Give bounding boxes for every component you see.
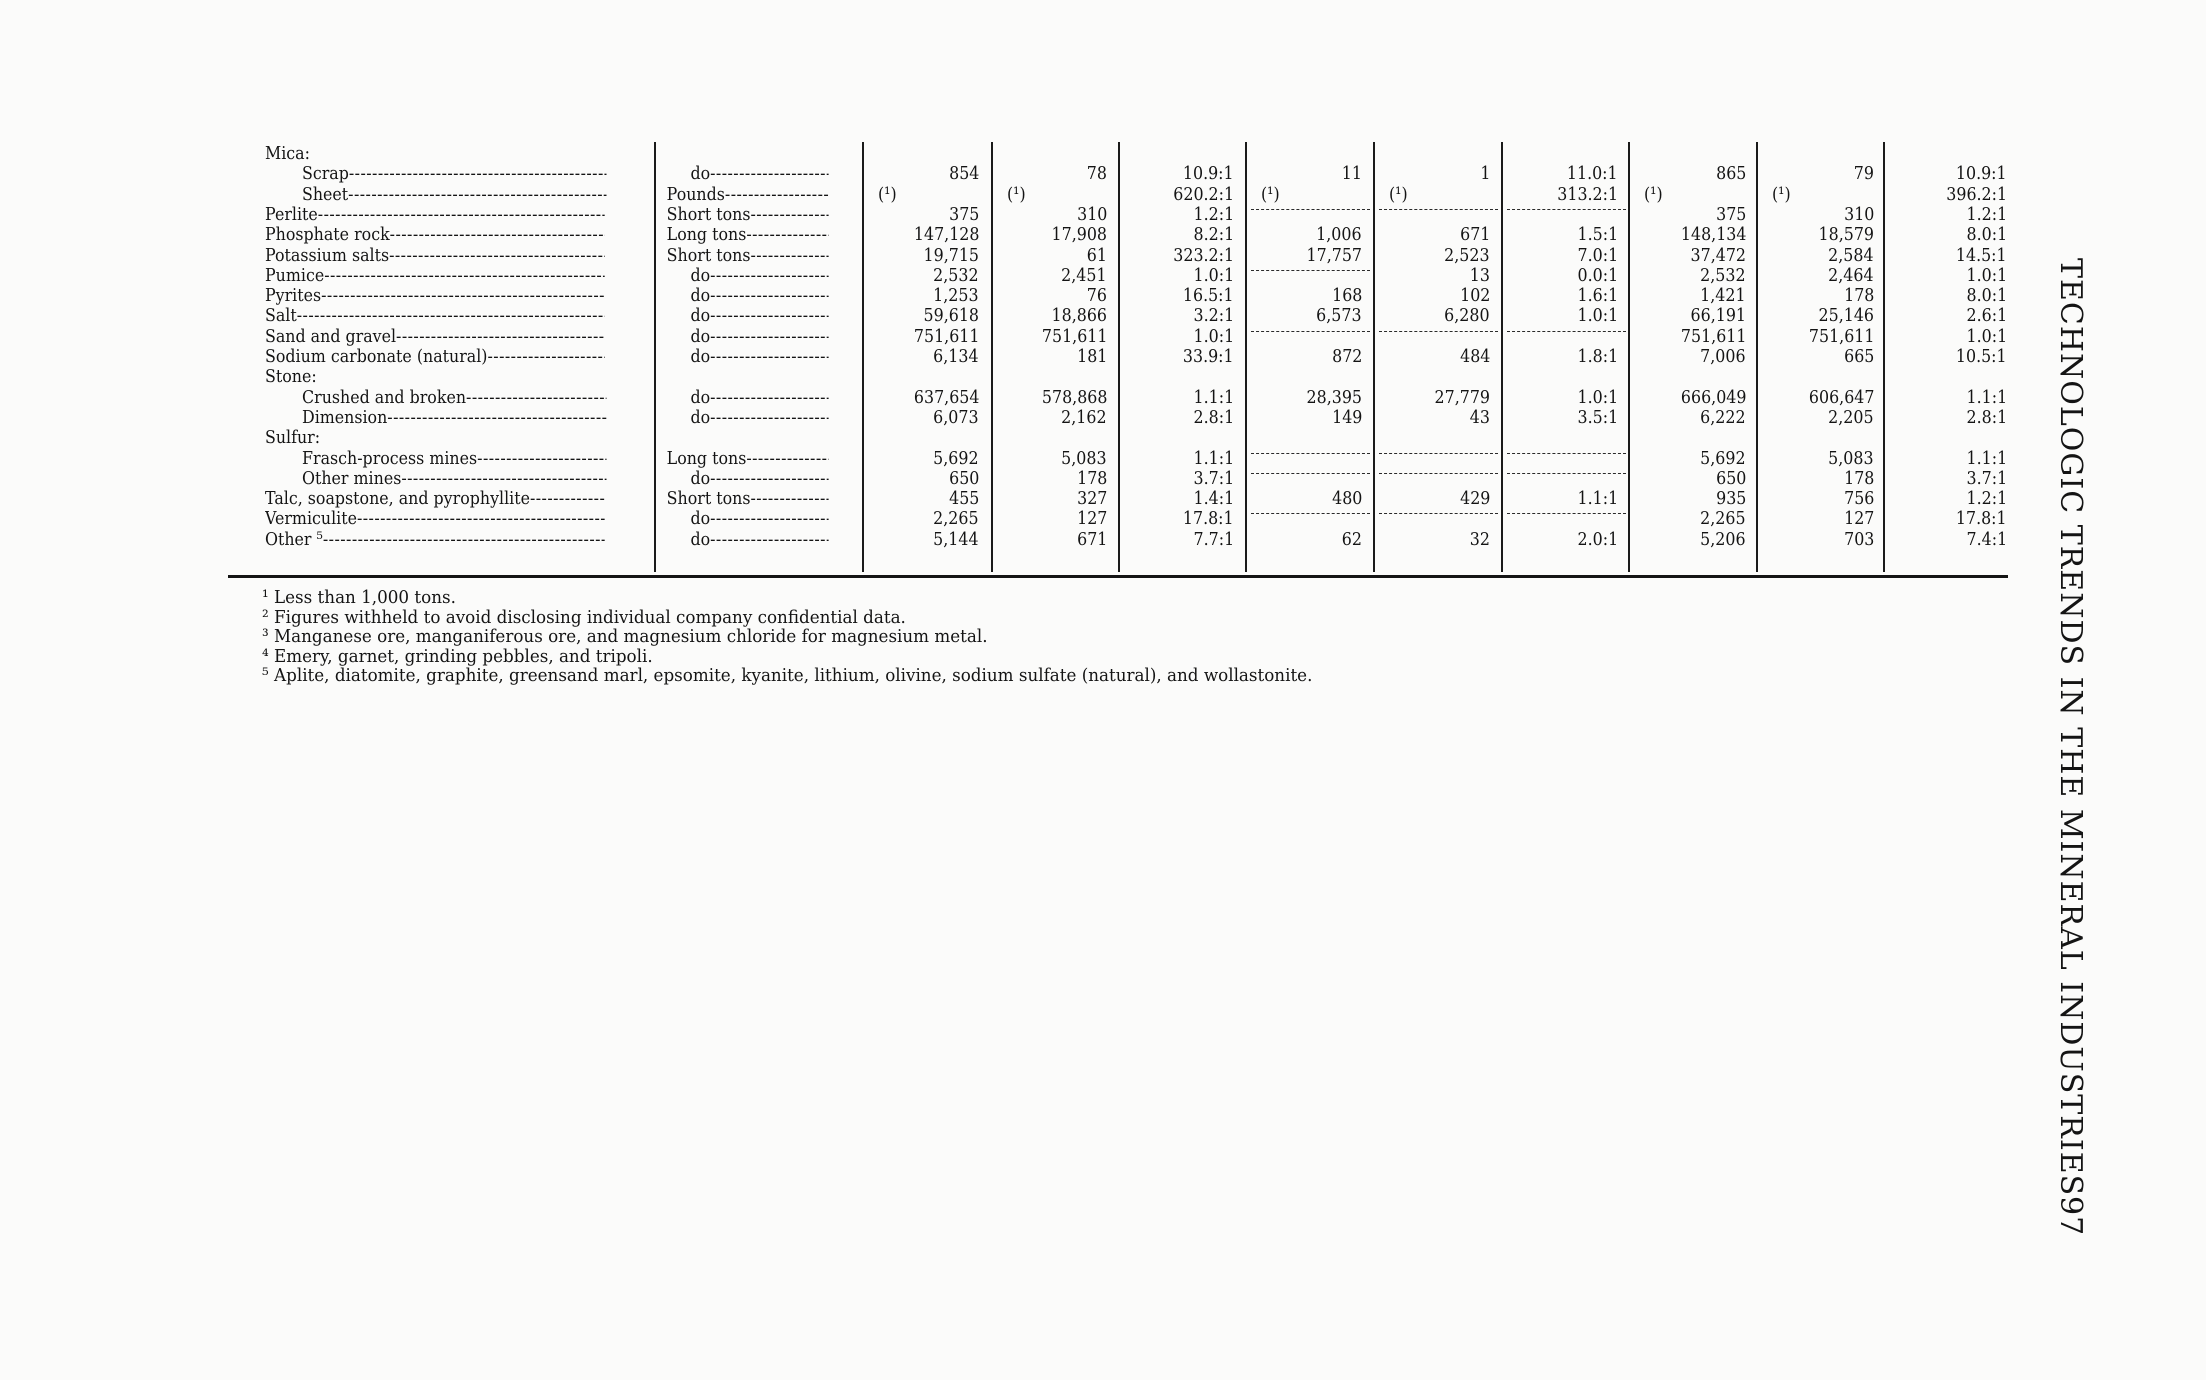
table-cell: 149 <box>1331 406 1362 428</box>
table-cell: 6,222 <box>1700 406 1746 428</box>
unit-cell: do ----- <box>657 306 829 326</box>
table-cell: 3.2:1 <box>1193 305 1234 327</box>
unit-cell: Short tons ----- <box>657 205 829 225</box>
table-cell: 1.2:1 <box>1966 488 2007 510</box>
table-cell: 323.2:1 <box>1173 244 1234 266</box>
table-cell: 1,006 <box>1316 224 1362 246</box>
table-cell: 1.0:1 <box>1966 264 2007 286</box>
table-cell: 1.2:1 <box>1193 203 1234 225</box>
footnote: ⁵ Aplite, diatomite, graphite, greensand marl, epsomite, kyanite, lithium, olivine, sodium sulfate (natural), and wollastonite. <box>262 665 1313 686</box>
table-cell: 854 <box>948 163 979 185</box>
table-row <box>262 306 2012 326</box>
table-cell: 751,611 <box>1808 325 1874 347</box>
empty-cell-dash <box>1251 331 1370 332</box>
footnote: ¹ Less than 1,000 tons. <box>262 587 456 608</box>
table-cell: 480 <box>1331 488 1362 510</box>
table-cell: 637,654 <box>913 386 979 408</box>
table-cell: 606,647 <box>1808 386 1874 408</box>
empty-cell-dash <box>1251 209 1370 210</box>
empty-cell-dash <box>1507 331 1626 332</box>
table-cell: 8.0:1 <box>1966 224 2007 246</box>
table-cell: 872 <box>1331 346 1362 367</box>
row-label: Pyrites ----- <box>265 286 605 306</box>
footnote: ³ Manganese ore, manganiferous ore, and magnesium chloride for magnesium metal. <box>262 626 988 647</box>
table-cell: 17.8:1 <box>1183 508 1234 530</box>
table-cell: 11.0:1 <box>1567 163 1618 185</box>
table-cell: 484 <box>1459 346 1490 367</box>
table-cell: 578,868 <box>1041 386 1107 408</box>
table-cell: 756 <box>1843 488 1874 510</box>
unit-cell: Pounds ----- <box>657 185 829 205</box>
table-cell: 3.7:1 <box>1193 467 1234 489</box>
row-label: Other ⁵ ----- <box>265 530 605 550</box>
table-row <box>262 246 2012 266</box>
table-row <box>262 367 2012 387</box>
table-cell: 1.1:1 <box>1193 386 1234 408</box>
row-label: Dimension ----- <box>302 408 606 428</box>
table-row <box>262 266 2012 286</box>
unit-cell: do ----- <box>657 286 829 306</box>
table-row <box>262 144 2012 164</box>
unit-cell: do ----- <box>657 408 829 428</box>
table-cell: 2,265 <box>1700 508 1746 530</box>
table-cell: 5,206 <box>1700 528 1746 550</box>
unit-cell: Short tons ----- <box>657 489 829 509</box>
table-cell: 2,451 <box>1061 264 1107 286</box>
table-cell: 18,866 <box>1051 305 1107 327</box>
table-cell: 2.0:1 <box>1577 528 1618 550</box>
table-cell: 665 <box>1843 346 1874 367</box>
table-row <box>262 164 2012 184</box>
table-cell: 1,253 <box>933 285 979 307</box>
row-label: Phosphate rock ----- <box>265 225 605 245</box>
table-row <box>262 449 2012 469</box>
table-cell: 2,205 <box>1828 406 1874 428</box>
table-cell: 2,584 <box>1828 244 1874 266</box>
table-cell: 1.2:1 <box>1966 203 2007 225</box>
table-cell: 313.2:1 <box>1557 183 1618 205</box>
empty-cell-dash <box>1379 209 1498 210</box>
empty-cell-dash <box>1251 513 1370 514</box>
row-label: Sodium carbonate (natural) ----- <box>265 347 605 367</box>
footnote: ² Figures withheld to avoid disclosing individual company confidential data. <box>262 606 906 628</box>
table-row <box>262 530 2012 550</box>
table-row <box>262 509 2012 529</box>
table-cell: 375 <box>948 203 979 225</box>
table-cell: 102 <box>1459 285 1490 307</box>
table-cell: (¹) <box>1644 183 1663 205</box>
table-cell: 43 <box>1469 406 1490 428</box>
table-cell: 27,779 <box>1434 386 1490 408</box>
table-cell: (¹) <box>1389 183 1408 205</box>
unit-cell: do ----- <box>657 469 829 489</box>
table-cell: (¹) <box>878 183 897 205</box>
table-cell: 78 <box>1086 163 1107 185</box>
table-cell: 2,523 <box>1444 244 1490 266</box>
table-cell: (¹) <box>1261 183 1280 205</box>
footnotes <box>262 588 1391 686</box>
row-label: Talc, soapstone, and pyrophyllite ----- <box>265 489 605 509</box>
table-cell: 327 <box>1076 488 1107 510</box>
table-cell: 1.0:1 <box>1966 325 2007 347</box>
table-cell: 1.6:1 <box>1577 285 1618 307</box>
row-label: Sheet ----- <box>302 185 606 205</box>
unit-cell: Long tons ----- <box>657 449 829 469</box>
table-cell: 6,073 <box>933 406 979 428</box>
table-cell: 7.7:1 <box>1193 528 1234 550</box>
table-cell: 3.5:1 <box>1577 406 1618 428</box>
table-cell: 751,611 <box>913 325 979 347</box>
table-cell: 8.2:1 <box>1193 224 1234 246</box>
table-cell: (¹) <box>1772 183 1791 205</box>
table-cell: 2,464 <box>1828 264 1874 286</box>
table-cell: 7.4:1 <box>1966 528 2007 550</box>
table-cell: 1.8:1 <box>1577 346 1618 367</box>
table-cell: 18,579 <box>1818 224 1874 246</box>
table-cell: 2,532 <box>1700 264 1746 286</box>
footnote: ⁴ Emery, garnet, grinding pebbles, and tripoli. <box>262 645 653 667</box>
table-cell: 650 <box>948 467 979 489</box>
table-cell: 429 <box>1459 488 1490 510</box>
table-cell: 8.0:1 <box>1966 285 2007 307</box>
row-label: Mica: <box>265 143 310 164</box>
row-label: Frasch-process mines ----- <box>302 449 606 469</box>
table-cell: 10.5:1 <box>1956 346 2007 367</box>
table-cell: 32 <box>1469 528 1490 550</box>
table-row <box>262 489 2012 509</box>
table-bottom-rule <box>228 575 2008 578</box>
table-cell: 59,618 <box>923 305 979 327</box>
table-row <box>262 469 2012 489</box>
table-cell: 1.1:1 <box>1966 447 2007 469</box>
table-cell: 62 <box>1341 528 1362 550</box>
table-row <box>262 225 2012 245</box>
table-cell: 396.2:1 <box>1946 183 2007 205</box>
row-label: Sand and gravel ----- <box>265 327 605 347</box>
empty-cell-dash <box>1251 453 1370 454</box>
unit-cell: Long tons ----- <box>657 225 829 245</box>
empty-cell-dash <box>1507 209 1626 210</box>
table-cell: 127 <box>1843 508 1874 530</box>
row-label: Other mines ----- <box>302 469 606 489</box>
unit-cell: do ----- <box>657 327 829 347</box>
table-cell: 6,573 <box>1316 305 1362 327</box>
mineral-data-table <box>262 142 2012 572</box>
table-cell: 28,395 <box>1306 386 1362 408</box>
table-row <box>262 388 2012 408</box>
table-cell: 620.2:1 <box>1173 183 1234 205</box>
unit-cell: do ----- <box>657 347 829 367</box>
empty-cell-dash <box>1379 473 1498 474</box>
empty-cell-dash <box>1507 453 1626 454</box>
table-cell: 455 <box>948 488 979 510</box>
table-cell: 1.0:1 <box>1193 325 1234 347</box>
table-cell: 1.5:1 <box>1577 224 1618 246</box>
table-cell: 17,757 <box>1306 244 1362 266</box>
table-cell: 17,908 <box>1051 224 1107 246</box>
table-cell: 7,006 <box>1700 346 1746 367</box>
row-label: Perlite ----- <box>265 205 605 225</box>
table-cell: 1.4:1 <box>1193 488 1234 510</box>
table-cell: 37,472 <box>1690 244 1746 266</box>
table-row <box>262 205 2012 225</box>
table-cell: 17.8:1 <box>1956 508 2007 530</box>
row-label: Vermiculite ----- <box>265 509 605 529</box>
table-cell: 650 <box>1715 467 1746 489</box>
table-row <box>262 327 2012 347</box>
table-cell: 375 <box>1715 203 1746 225</box>
table-cell: 11 <box>1341 163 1362 185</box>
table-cell: 127 <box>1076 508 1107 530</box>
table-cell: 3.7:1 <box>1966 467 2007 489</box>
table-cell: 671 <box>1076 528 1107 550</box>
table-cell: (¹) <box>1007 183 1026 205</box>
empty-cell-dash <box>1379 453 1498 454</box>
table-cell: 865 <box>1715 163 1746 185</box>
table-cell: 5,144 <box>933 528 979 550</box>
row-label: Scrap ----- <box>302 164 606 184</box>
table-row <box>262 286 2012 306</box>
unit-cell: do ----- <box>657 530 829 550</box>
table-cell: 935 <box>1715 488 1746 510</box>
unit-cell: do ----- <box>657 509 829 529</box>
table-cell: 310 <box>1076 203 1107 225</box>
table-cell: 1.0:1 <box>1577 386 1618 408</box>
table-cell: 1.1:1 <box>1577 488 1618 510</box>
table-cell: 1.1:1 <box>1966 386 2007 408</box>
empty-cell-dash <box>1507 473 1626 474</box>
table-cell: 1,421 <box>1700 285 1746 307</box>
table-cell: 1.0:1 <box>1193 264 1234 286</box>
table-cell: 178 <box>1843 285 1874 307</box>
table-cell: 0.0:1 <box>1577 264 1618 286</box>
table-cell: 5,083 <box>1828 447 1874 469</box>
table-row <box>262 428 2012 448</box>
running-head <box>2050 258 2090 1258</box>
table-cell: 751,611 <box>1680 325 1746 347</box>
table-cell: 5,692 <box>1700 447 1746 469</box>
unit-cell: do ----- <box>657 388 829 408</box>
table-cell: 703 <box>1843 528 1874 550</box>
running-head-title: TECHNOLOGIC TRENDS IN THE MINERAL INDUSTRIES <box>2053 258 2088 1197</box>
row-label: Crushed and broken ----- <box>302 388 606 408</box>
table-cell: 14.5:1 <box>1956 244 2007 266</box>
empty-cell-dash <box>1251 473 1370 474</box>
table-cell: 666,049 <box>1680 386 1746 408</box>
table-cell: 178 <box>1843 467 1874 489</box>
table-cell: 5,083 <box>1061 447 1107 469</box>
table-cell: 6,134 <box>933 346 979 367</box>
table-cell: 181 <box>1076 346 1107 367</box>
empty-cell-dash <box>1251 270 1370 271</box>
unit-cell: do ----- <box>657 164 829 184</box>
table-cell: 61 <box>1086 244 1107 266</box>
table-cell: 5,692 <box>933 447 979 469</box>
page-number: 97 <box>2053 1196 2088 1237</box>
table-cell: 2,265 <box>933 508 979 530</box>
empty-cell-dash <box>1379 513 1498 514</box>
table-cell: 671 <box>1459 224 1490 246</box>
unit-cell: Short tons ----- <box>657 246 829 266</box>
table-cell: 7.0:1 <box>1577 244 1618 266</box>
table-cell: 147,128 <box>913 224 979 246</box>
table-cell: 148,134 <box>1680 224 1746 246</box>
table-cell: 10.9:1 <box>1956 163 2007 185</box>
table-cell: 1 <box>1479 163 1490 185</box>
table-cell: 76 <box>1086 285 1107 307</box>
table-cell: 19,715 <box>923 244 979 266</box>
table-cell: 79 <box>1853 163 1874 185</box>
table-cell: 2.6:1 <box>1966 305 2007 327</box>
table-cell: 6,280 <box>1444 305 1490 327</box>
table-cell: 10.9:1 <box>1183 163 1234 185</box>
table-cell: 66,191 <box>1690 305 1746 327</box>
unit-cell: do ----- <box>657 266 829 286</box>
table-cell: 13 <box>1469 264 1490 286</box>
table-cell: 2,532 <box>933 264 979 286</box>
table-cell: 178 <box>1076 467 1107 489</box>
table-row <box>262 408 2012 428</box>
table-cell: 2.8:1 <box>1966 406 2007 428</box>
table-cell: 25,146 <box>1818 305 1874 327</box>
table-cell: 16.5:1 <box>1183 285 1234 307</box>
table-cell: 168 <box>1331 285 1362 307</box>
row-label: Salt ----- <box>265 306 605 326</box>
table-cell: 751,611 <box>1041 325 1107 347</box>
table-cell: 310 <box>1843 203 1874 225</box>
row-label: Pumice ----- <box>265 266 605 286</box>
table-cell: 2.8:1 <box>1193 406 1234 428</box>
table-row <box>262 347 2012 367</box>
empty-cell-dash <box>1507 513 1626 514</box>
row-label: Sulfur: <box>265 427 321 449</box>
table-row <box>262 185 2012 205</box>
row-label: Potassium salts ----- <box>265 246 605 266</box>
table-cell: 33.9:1 <box>1183 346 1234 367</box>
table-cell: 2,162 <box>1061 406 1107 428</box>
table-cell: 1.0:1 <box>1577 305 1618 327</box>
row-label: Stone: <box>265 366 317 388</box>
table-cell: 1.1:1 <box>1193 447 1234 469</box>
empty-cell-dash <box>1379 331 1498 332</box>
